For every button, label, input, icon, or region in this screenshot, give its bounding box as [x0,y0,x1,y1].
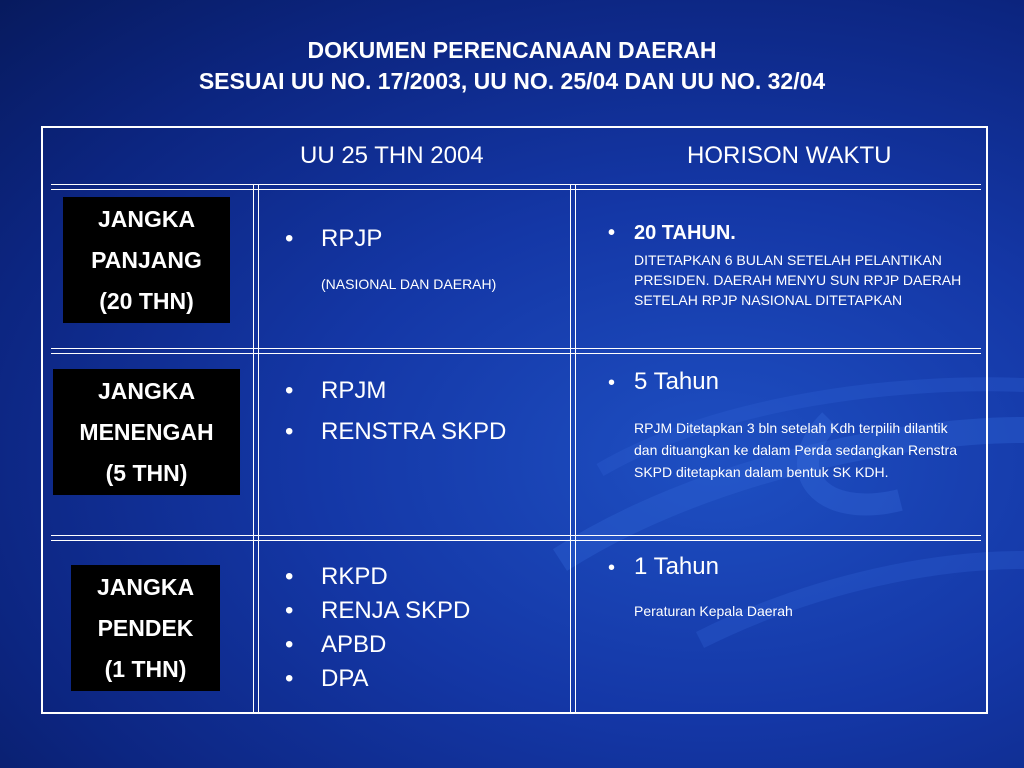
horizon-value-short: • 1 Tahun [608,552,719,583]
column-divider [575,184,576,712]
term-label: PENDEK [97,615,194,641]
list-item: • RKPD [285,560,470,594]
list-item: • APBD [285,628,470,662]
document-list-long [285,224,382,254]
column-divider [258,184,259,712]
slide-title-line1: DOKUMEN PERENCANAAN DAERAH [307,37,717,63]
term-label: (20 THN) [99,288,194,314]
document-list-short [285,560,470,696]
list-item: • RENSTRA SKPD [285,411,506,452]
column-divider [253,184,254,712]
term-label: JANGKA [97,206,196,232]
list-item: • RPJP [285,224,382,254]
bullet-icon: • [608,372,616,394]
bullet-icon: • [608,222,616,244]
slide-title-line2: SESUAI UU NO. 17/2003, UU NO. 25/04 DAN UU NO. 32/04 [198,68,826,94]
document-note: (NASIONAL DAN DAERAH) [321,276,497,292]
term-label: PANJANG [91,247,202,273]
horizon-value-long: • 20 TAHUN. [608,218,736,248]
horizon-value-medium: • 5 Tahun [608,367,719,398]
list-item: • DPA [285,662,470,696]
document-list-medium [285,370,506,452]
horizon-note-short: Peraturan Kepala Daerah [634,603,793,619]
term-label: JANGKA [96,574,195,600]
row-divider [51,540,981,541]
column-divider [570,184,571,712]
row-divider [51,353,981,354]
header-horizon: HORISON WAKTU [687,142,892,169]
row-divider [51,184,981,185]
term-label: (5 THN) [105,460,188,486]
header-law: UU 25 THN 2004 [300,142,484,169]
bullet-icon: • [608,557,616,579]
term-label: JANGKA [97,378,196,404]
term-box-medium [53,369,240,495]
row-divider [51,189,981,190]
row-divider [51,348,981,349]
term-label: MENENGAH [79,419,214,445]
horizon-note-medium: RPJM Ditetapkan 3 bln setelah Kdh terpilih dilantik dan dituangkan ke dalam Perda sedangkan Renstra SKPD ditetapkan dalam bentuk SK KDH. [634,420,957,480]
term-label: (1 THN) [104,656,187,682]
list-item: • RENJA SKPD [285,594,470,628]
term-box-short [71,565,220,691]
term-box-long [63,197,230,323]
list-item: • RPJM [285,370,506,411]
row-divider [51,535,981,536]
horizon-note-long: DITETAPKAN 6 BULAN SETELAH PELANTIKAN PRESIDEN. DAERAH MENYU SUN RPJP DAERAH SETELAH RPJP NASIONAL DITETAPKAN [634,252,962,308]
